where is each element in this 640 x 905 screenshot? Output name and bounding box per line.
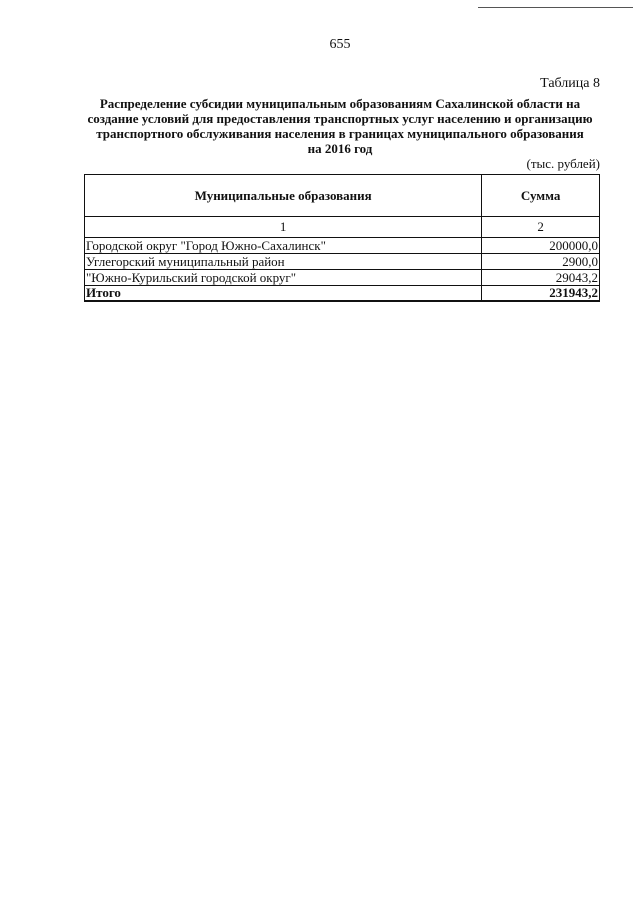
total-label: Итого	[85, 286, 482, 302]
column-number: 2	[482, 217, 600, 238]
column-header-sum: Сумма	[482, 175, 600, 217]
table-row	[85, 270, 600, 286]
table-row	[85, 238, 600, 254]
document-title	[80, 96, 600, 156]
top-rule	[478, 7, 633, 8]
municipality-sum: 2900,0	[482, 254, 600, 270]
total-sum: 231943,2	[482, 286, 600, 302]
municipality-name: "Южно-Курильский городской округ"	[85, 270, 482, 286]
units-label: (тыс. рублей)	[526, 156, 600, 171]
municipality-name: Углегорский муниципальный район	[85, 254, 482, 270]
column-number: 1	[85, 217, 482, 238]
title-line: Распределение субсидии муниципальным образованиям Сахалинской области на	[99, 96, 581, 111]
municipality-sum: 200000,0	[482, 238, 600, 254]
subsidy-table	[84, 174, 600, 302]
table-row	[85, 254, 600, 270]
column-header-municipalities: Муниципальные образования	[85, 175, 482, 217]
column-number-row	[85, 217, 600, 238]
page-number: 655	[329, 37, 351, 52]
table-label: Таблица 8	[540, 76, 600, 91]
header-row	[85, 175, 600, 217]
total-row	[85, 286, 600, 302]
title-line: на 2016 год	[307, 141, 373, 156]
municipality-sum: 29043,2	[482, 270, 600, 286]
title-line: создание условий для предоставления транспортных услуг населению и организацию	[87, 111, 593, 126]
title-line: транспортного обслуживания населения в границах муниципального образования	[96, 126, 584, 141]
municipality-name: Городской округ "Город Южно-Сахалинск"	[85, 238, 482, 254]
